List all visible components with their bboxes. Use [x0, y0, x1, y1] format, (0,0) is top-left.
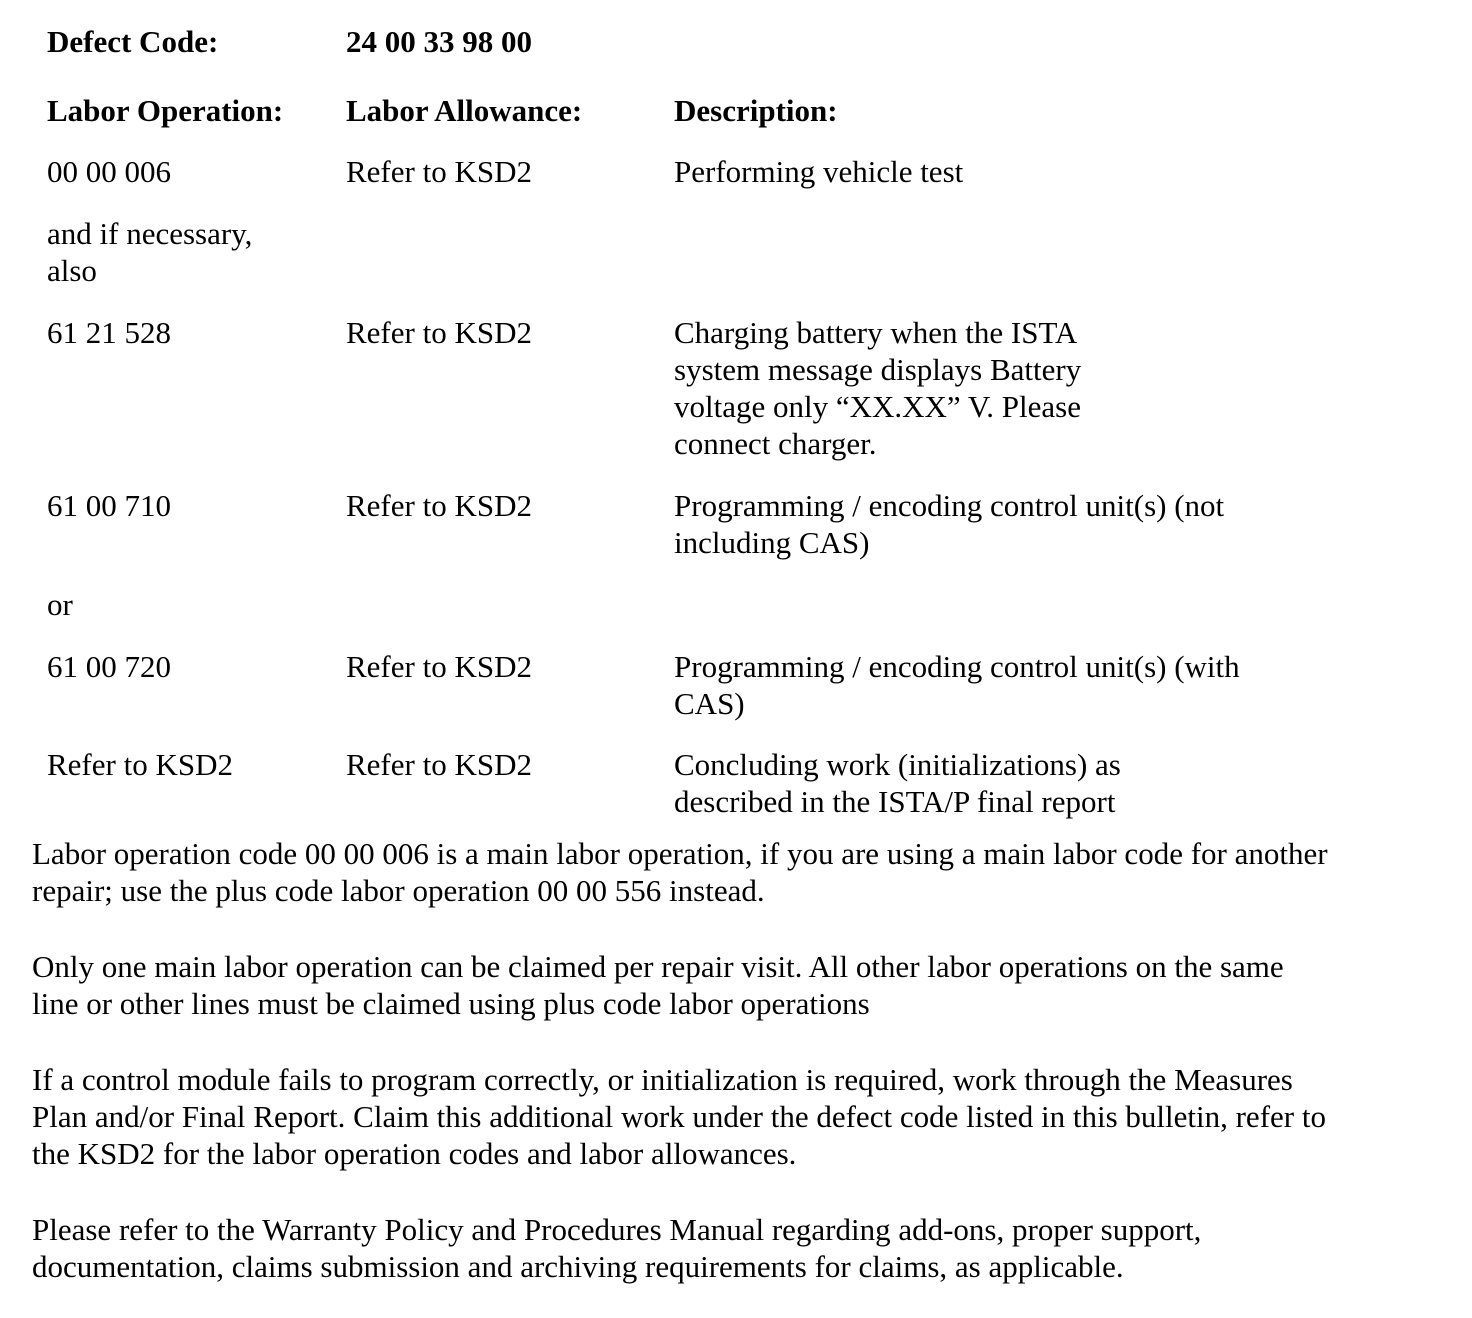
- header-description: Description:: [674, 93, 838, 128]
- description-line: connect charger.: [674, 426, 877, 461]
- description: [674, 648, 1240, 722]
- description-line: Programming / encoding control unit(s) (not: [674, 488, 1225, 523]
- description-line: Concluding work (initializations) as: [674, 747, 1121, 782]
- paragraph-control-module: [32, 1061, 1452, 1172]
- description-line: including CAS): [674, 525, 870, 560]
- labor-operation-code: 61 21 528: [47, 315, 171, 350]
- paragraph-line: Please refer to the Warranty Policy and Procedures Manual regarding add-ons, proper support,: [32, 1212, 1202, 1247]
- paragraph-main-labor-note: [32, 835, 1452, 909]
- header-labor-allowance: Labor Allowance:: [346, 93, 583, 128]
- labor-allowance: Refer to KSD2: [346, 649, 532, 684]
- description-line: Charging battery when the ISTA: [674, 315, 1078, 350]
- defect-code-value: 24 00 33 98 00: [346, 24, 532, 59]
- description-line: described in the ISTA/P final report: [674, 784, 1116, 819]
- labor-operation-code: Refer to KSD2: [47, 747, 233, 782]
- paragraph-line: line or other lines must be claimed using plus code labor operations: [32, 986, 870, 1021]
- paragraph-line: Labor operation code 00 00 006 is a main labor operation, if you are using a main labor code for another: [32, 836, 1328, 871]
- description: [674, 314, 1081, 462]
- defect-code-label: Defect Code:: [47, 24, 219, 59]
- paragraph-line: documentation, claims submission and archiving requirements for claims, as applicable.: [32, 1249, 1124, 1284]
- description: [674, 746, 1121, 820]
- labor-allowance: Refer to KSD2: [346, 315, 532, 350]
- note-line: also: [47, 253, 97, 288]
- description: [674, 487, 1224, 561]
- description-line: voltage only “XX.XX” V. Please: [674, 389, 1081, 424]
- description: [674, 153, 963, 190]
- description-line: Programming / encoding control unit(s) (with: [674, 649, 1240, 684]
- paragraph-line: If a control module fails to program correctly, or initialization is required, work through the Measures: [32, 1062, 1293, 1097]
- description-line: system message displays Battery: [674, 352, 1082, 387]
- description-line: Performing vehicle test: [674, 154, 964, 189]
- labor-operation-note: [47, 215, 252, 289]
- labor-operation-note: or: [47, 587, 73, 622]
- note-line: and if necessary,: [47, 216, 253, 251]
- labor-operation-code: 61 00 720: [47, 649, 171, 684]
- description-line: CAS): [674, 686, 745, 721]
- paragraph-line: the KSD2 for the labor operation codes and labor allowances.: [32, 1136, 797, 1171]
- paragraph-one-main-labor: [32, 948, 1452, 1022]
- labor-operation-code: 61 00 710: [47, 488, 171, 523]
- header-labor-operation: Labor Operation:: [47, 93, 284, 128]
- labor-allowance: Refer to KSD2: [346, 747, 532, 782]
- labor-allowance: Refer to KSD2: [346, 488, 532, 523]
- labor-operation-code: 00 00 006: [47, 154, 171, 189]
- paragraph-warranty-policy: [32, 1211, 1452, 1285]
- labor-allowance: Refer to KSD2: [346, 154, 532, 189]
- paragraph-line: Only one main labor operation can be claimed per repair visit. All other labor operations on the same: [32, 949, 1284, 984]
- paragraph-line: repair; use the plus code labor operation 00 00 556 instead.: [32, 873, 765, 908]
- paragraph-line: Plan and/or Final Report. Claim this additional work under the defect code listed in this bulletin, refer to: [32, 1099, 1326, 1134]
